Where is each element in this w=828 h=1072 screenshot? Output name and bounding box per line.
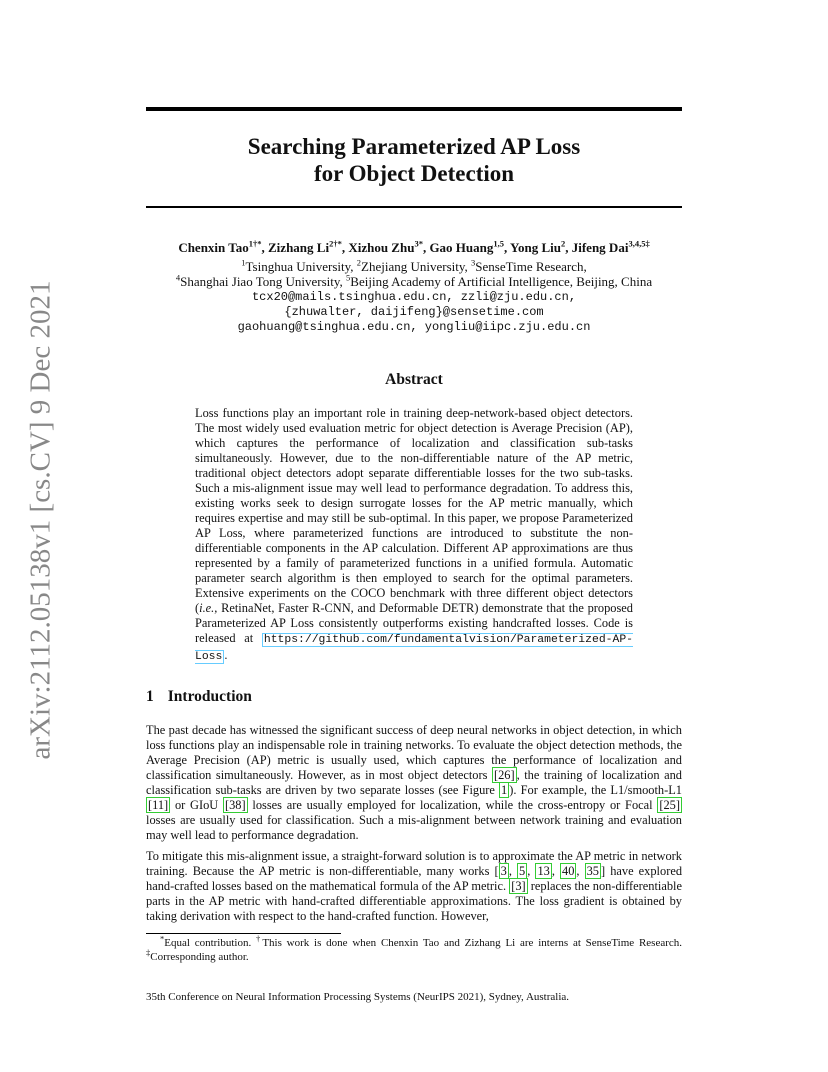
text-run: To mitigate this mis-alignment issue, a straight-forward solution is to approximate the AP metric in network training. Because the AP metric is non-differentiable, many works [ (146, 849, 682, 878)
text-run: The past decade has witnessed the significant success of deep neural networks in object detection, in which loss functions play an indispensable role in training networks. To evaluate the object detection methods, the Average Precision (AP) metric is usually used, which captures the performance of localization and classification simultaneously. However, as in most object detectors (146, 723, 682, 782)
author-name: Xizhou Zhu (348, 240, 415, 255)
author-mark: 3,4,5‡ (628, 238, 650, 249)
abstract-text (195, 406, 633, 665)
affiliation: Beijing Academy of Artificial Intelligence, Beijing, China (350, 274, 653, 289)
arxiv-identifier: arXiv:2112.05138v1 [cs.CV] 9 Dec 2021 (24, 280, 57, 760)
citation-link[interactable]: 3 (500, 864, 507, 878)
citation-link[interactable]: 35 (586, 864, 599, 878)
text-run: ). For example, the L1/smooth-L1 (509, 783, 682, 797)
text-run: or GIoU (170, 798, 223, 812)
affiliation-line1 (120, 259, 708, 275)
section-title: Introduction (167, 688, 252, 705)
footnote-mark: ‡ (146, 947, 151, 958)
abstract-heading: Abstract (385, 371, 443, 388)
author-mark: 1,5 (493, 238, 504, 249)
email-line2: {zhuwalter, daijifeng}@sensetime.com (284, 305, 544, 319)
author-mark: 2 (560, 238, 566, 249)
author-list: Chenxin Tao$^{1\dagger*}$, Zizhang $Li^{2\dagger*}$, Xizhou Zhu$^{3*}$, Gao Huang$^{1,5}$, Yong Liu$^2$, Jifeng Dai$^{3,4,5\ddagger}$ (178, 238, 650, 255)
footnote-rule (146, 933, 341, 934)
separator: , (576, 864, 585, 878)
author-name: Jifeng Dai (571, 240, 629, 255)
text-run: losses are usually used for classification. Such a mis-alignment between network training and evaluation may well lead to performance degradation. (146, 813, 682, 842)
text-run: , the training of localization and classification sub-tasks are driven by two separate losses (see Figure (146, 768, 682, 797)
section-heading-introduction (146, 688, 252, 706)
text-run: ] have explored hand-crafted losses based on the mathematical formula of the AP metric. (146, 864, 683, 893)
author-name: Zizhang Li (268, 240, 330, 255)
aff-mark: 2 (356, 257, 362, 268)
title-top-rule (146, 107, 682, 111)
author-mark: 2†* (329, 238, 342, 249)
paper-title-line2: for Object Detection (313, 161, 515, 186)
intro-paragraph-2 (146, 849, 682, 924)
footnote-text: This work is done when Chenxin Tao and Zizhang Li are interns at SenseTime Research. (262, 937, 683, 949)
author-mark: 3* (414, 238, 423, 249)
citation-link[interactable]: [38] (224, 798, 246, 812)
figure-link[interactable]: 1 (501, 783, 508, 797)
affiliation: Shanghai Jiao Tong University, (180, 274, 347, 289)
footnote-text: Corresponding author. (150, 951, 249, 963)
text-run: replaces the non-differentiable parts in the AP metric with hand-crafted differentiable approximations. The loss gradient is obtained by taking derivation with respect to the hand-crafted function. However, (146, 879, 682, 923)
section-number: 1 (146, 688, 154, 705)
citation-link[interactable]: [25] (659, 798, 680, 812)
citation-link[interactable]: [11] (148, 798, 169, 812)
author-mark: 1†* (248, 238, 262, 249)
separator: , (551, 864, 561, 878)
affiliation: Zhejiang University, (361, 259, 472, 274)
abstract-part: Loss functions play an important role in training deep-network-based object detectors. The most widely used evaluation metric for object detection is Average Precision (AP), which captures the performance of localization and classification sub-tasks simultaneously. However, due to the non-differentiable nature of the AP metric, traditional object detectors adopt separate differentiable losses for the two sub-tasks. Such a mis-alignment issue may well lead to performance degradation. To address this, existing works seek to design surrogate losses for the AP metric manually, which requires expertise and may still be sub-optimal. In this paper, we propose Parameterized AP Loss, where parameterized functions are introduced to substitute the non-differentiable components in the AP calculation. Different AP approximations are thus represented by a family of parameterized functions in a unified formula. Automatic parameter search algorithm is then employed to search for the optimal parameters. Extensive experiments on the COCO benchmark with three different object detectors ( (195, 406, 633, 615)
abstract-part: . (224, 648, 228, 662)
affiliation: SenseTime Research, (475, 259, 587, 274)
citation-link[interactable]: [26] (493, 768, 515, 782)
footnote-mark: † (256, 933, 263, 944)
aff-mark: 4 (175, 272, 181, 283)
text-run: losses are usually employed for localization, while the cross-entropy or Focal (247, 798, 658, 812)
title-bottom-rule (146, 206, 682, 208)
citation-link[interactable]: 13 (537, 864, 550, 878)
citation-link[interactable]: 40 (562, 864, 575, 878)
code-link[interactable]: https://github.com/fundamentalvision/Parameterized-AP-Loss (195, 634, 633, 663)
footnote-text: Equal contribution. (164, 937, 257, 949)
affiliation: Tsinghua University, (245, 259, 357, 274)
separator: , (508, 864, 518, 878)
aff-mark: 1 (241, 257, 246, 268)
abstract-ie: i.e., (199, 601, 218, 615)
aff-mark: 3 (471, 257, 476, 268)
separator: , (527, 864, 536, 878)
citation-link[interactable]: [3] (511, 879, 526, 893)
author-name: Gao Huang (429, 240, 494, 255)
author-name: Yong Liu (510, 240, 561, 255)
conference-note: 35th Conference on Neural Information Processing Systems (NeurIPS 2021), Sydney, Australia. (146, 991, 570, 1003)
citation-link[interactable]: 5 (519, 864, 526, 878)
paper-title-line1: Searching Parameterized AP Loss (247, 134, 581, 159)
footnote-mark: * (160, 933, 165, 944)
intro-paragraph-1 (146, 723, 682, 843)
aff-mark: 5 (346, 272, 351, 283)
abstract-part: RetinaNet, Faster R-CNN, and Deformable DETR) demonstrate that the proposed Parameterized AP Loss consistently outperforms existing handcrafted losses. Code is released at (195, 601, 633, 645)
author-name: Chenxin Tao (178, 240, 249, 255)
email-line3: gaohuang@tsinghua.edu.cn, yongliu@iipc.zju.edu.cn (237, 320, 591, 334)
footnote (146, 933, 683, 964)
email-line1: tcx20@mails.tsinghua.edu.cn, zzli@zju.edu.cn, (251, 290, 577, 304)
affiliation-line2 (120, 274, 708, 290)
